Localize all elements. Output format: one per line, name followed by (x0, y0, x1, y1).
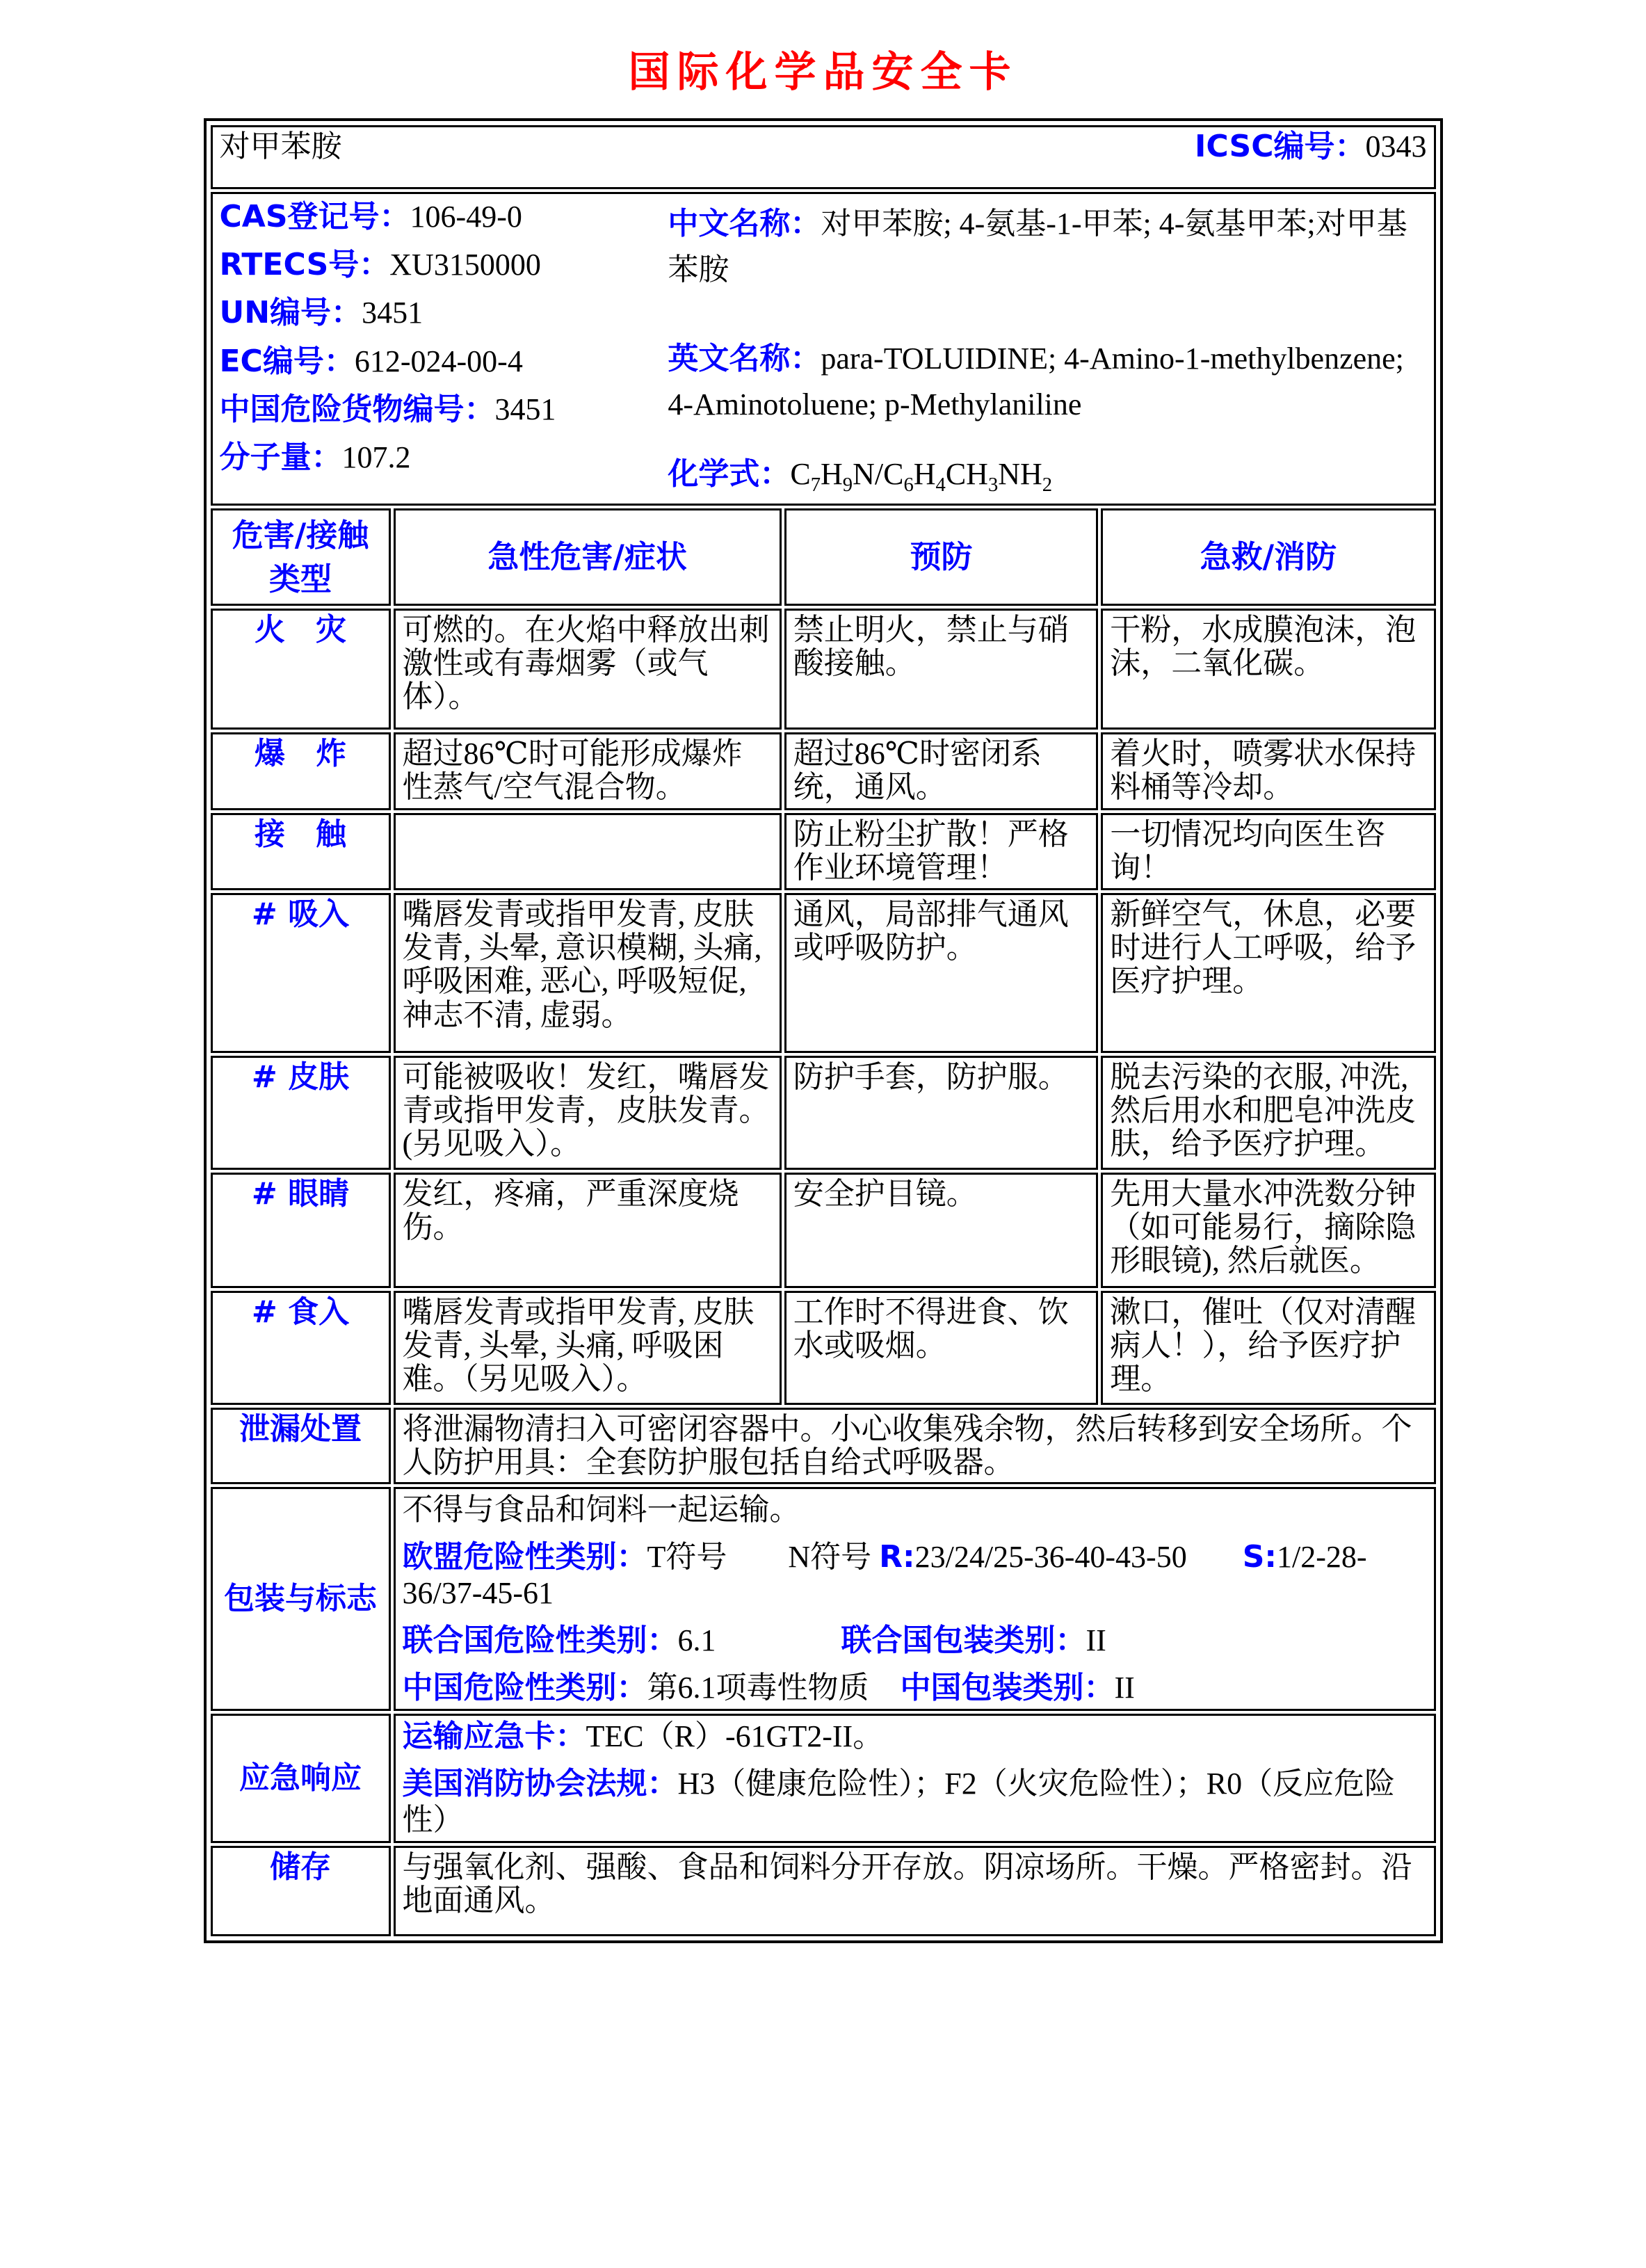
eyes-aid: 先用大量水冲洗数分钟（如可能易行，摘除隐形眼镜), 然后就医。 (1101, 1173, 1435, 1288)
s-phrases-value: 1/2-28-36/37-45-61 (402, 1540, 1367, 1611)
spillage-text: 将泄漏物清扫入可密闭容器中。小心收集残余物，然后转移到安全场所。个人防护用具：全套防护服包括自给式呼吸器。 (394, 1408, 1436, 1485)
formula-sub: 3 (987, 474, 999, 496)
icsc-label: ICSC编号： (1195, 129, 1366, 164)
formula-value (790, 457, 1053, 496)
formula-part: C (790, 457, 811, 491)
header-first-aid: 急救/消防 (1101, 508, 1435, 606)
packaging-eu-line (403, 1539, 1427, 1611)
emergency-label: 应急响应 (211, 1714, 391, 1843)
rtecs-value: XU3150000 (389, 248, 541, 282)
packaging-transport-line (403, 1492, 1427, 1528)
rtecs-label: RTECS号： (219, 247, 390, 283)
packaging-row (211, 1487, 1436, 1711)
hazard-row-fire (211, 609, 1436, 730)
packaging-cn-line (403, 1670, 1427, 1706)
fire-prevention: 禁止明火，禁止与硝酸接触。 (784, 609, 1099, 730)
molecular-weight-line (219, 439, 665, 475)
packaging-content (394, 1487, 1436, 1711)
cas-value: 106-49-0 (410, 200, 522, 234)
tec-value: TEC（R）-61GT2-II。 (586, 1719, 884, 1753)
explosion-symptoms: 超过86℃时可能形成爆炸性蒸气/空气混合物。 (394, 732, 782, 810)
exposure-label: 接 触 (211, 813, 391, 890)
formula-part: N/C (853, 457, 904, 491)
explosion-prevention: 超过86℃时密闭系统，通风。 (784, 732, 1099, 810)
exposure-prevention: 防止粉尘扩散！严格作业环境管理！ (784, 813, 1099, 890)
inhalation-label: # 吸入 (211, 893, 391, 1053)
explosion-aid: 着火时，喷雾状水保持料桶等冷却。 (1101, 732, 1435, 810)
un-class-value: 6.1 (677, 1623, 716, 1658)
fire-symptoms: 可燃的。在火焰中释放出刺激性或有毒烟雾（或气体）。 (394, 609, 782, 730)
hazard-row-inhalation (211, 893, 1436, 1053)
ingestion-prevention: 工作时不得进食、饮水或吸烟。 (784, 1291, 1099, 1405)
rtecs-number-line (220, 249, 665, 281)
hazard-row-ingestion (211, 1291, 1436, 1405)
cn-pack-label: 中国包装类别： (900, 1670, 1115, 1706)
storage-row (211, 1846, 1436, 1936)
english-name-line (668, 336, 1426, 428)
storage-label: 储存 (211, 1846, 391, 1936)
formula-part: NH (998, 457, 1042, 491)
icsc-value: 0343 (1365, 129, 1427, 163)
safety-card (204, 118, 1443, 1943)
packaging-un-line (403, 1623, 1427, 1659)
eu-symbols-value: T符号 N符号 (647, 1540, 880, 1575)
cn-pack-value: II (1114, 1671, 1135, 1705)
page-title: 国际化学品安全卡 (628, 48, 1018, 97)
chinese-name-line (668, 201, 1426, 293)
formula-part: H (821, 457, 843, 491)
cn-class-value: 第6.1项毒性物质 (647, 1671, 869, 1705)
hazard-header-row (211, 508, 1436, 606)
formula-sub: 2 (1042, 474, 1053, 496)
registry-numbers (220, 201, 665, 501)
spillage-row (211, 1408, 1436, 1485)
fire-aid: 干粉，水成膜泡沫，泡沫，二氧化碳。 (1101, 609, 1435, 730)
formula-sub: 4 (935, 474, 946, 496)
eyes-prevention: 安全护目镜。 (784, 1173, 1099, 1288)
formula-line (668, 451, 1426, 501)
un-class-label: 联合国危险性类别： (402, 1623, 678, 1659)
identity-row (211, 192, 1436, 506)
packaging-label: 包装与标志 (211, 1487, 391, 1711)
formula-sub: 9 (842, 474, 853, 496)
china-dg-value: 3451 (494, 392, 556, 426)
cn-class-label: 中国危险性类别： (402, 1670, 647, 1706)
eu-class-label: 欧盟危险性类别： (402, 1539, 647, 1575)
skin-prevention: 防护手套，防护服。 (784, 1056, 1099, 1170)
molecular-weight-value: 107.2 (341, 440, 411, 474)
skin-symptoms: 可能被吸收！发红，嘴唇发青或指甲发青，皮肤发青。(另见吸入）。 (394, 1056, 782, 1170)
hazard-row-eyes (211, 1173, 1436, 1288)
chemical-names (665, 201, 1426, 501)
r-phrases-value: 23/24/25-36-40-43-50 (914, 1540, 1187, 1575)
explosion-label: 爆 炸 (211, 732, 391, 810)
molecular-weight-label: 分子量： (219, 439, 342, 475)
icsc-number (1195, 130, 1426, 163)
s-phrases-label: S: (1242, 1539, 1277, 1575)
spillage-label: 泄漏处置 (211, 1408, 391, 1485)
skin-aid: 脱去污染的衣服, 冲洗, 然后用水和肥皂冲洗皮肤，给予医疗护理。 (1101, 1056, 1435, 1170)
inhalation-symptoms: 嘴唇发青或指甲发青, 皮肤发青, 头晕, 意识模糊, 头痛, 呼吸困难, 恶心, 呼吸短促, 神志不清, 虚弱。 (394, 893, 782, 1053)
formula-sub: 7 (810, 474, 821, 496)
nfpa-label: 美国消防协会法规： (402, 1765, 678, 1801)
substance-header-cell (211, 125, 1436, 189)
fire-label: 火 灾 (211, 609, 391, 730)
un-pack-value: II (1086, 1623, 1106, 1658)
un-value: 3451 (362, 296, 423, 330)
tec-label: 运输应急卡： (402, 1719, 586, 1754)
ingestion-aid: 漱口，催吐（仅对清醒病人！），给予医疗护理。 (1101, 1291, 1435, 1405)
china-dg-label: 中国危险货物编号： (219, 391, 495, 427)
tec-line (403, 1719, 1427, 1755)
chinese-name-value: 对甲苯胺; 4-氨基-1-甲苯; 4-氨基甲苯;对甲基苯胺 (668, 207, 1407, 287)
emergency-row (211, 1714, 1436, 1843)
un-pack-label: 联合国包装类别： (841, 1623, 1086, 1659)
skin-label: # 皮肤 (211, 1056, 391, 1170)
emergency-content (394, 1714, 1436, 1843)
storage-text: 与强氧化剂、强酸、食品和饲料分开存放。阴凉场所。干燥。严格密封。沿地面通风。 (394, 1846, 1436, 1936)
chinese-name-label: 中文名称： (668, 206, 821, 241)
ec-number-line (219, 343, 665, 379)
ec-value: 612-024-00-4 (354, 344, 523, 378)
substance-header-row (211, 125, 1436, 189)
nfpa-value: H3（健康危险性）；F2（火灾危险性）；R0（反应危险性） (402, 1766, 1396, 1837)
nfpa-line (403, 1766, 1427, 1838)
card-table (208, 122, 1439, 1939)
ingestion-label: # 食入 (211, 1291, 391, 1405)
un-label: UN编号： (219, 295, 362, 331)
ec-label: EC编号： (219, 343, 355, 379)
exposure-aid: 一切情况均向医生咨询！ (1101, 813, 1435, 890)
exposure-symptoms (394, 813, 782, 890)
eyes-symptoms: 发红，疼痛，严重深度烧伤。 (394, 1173, 782, 1288)
identity-cell (211, 192, 1436, 506)
hazard-row-exposure (211, 813, 1436, 890)
inhalation-aid: 新鲜空气，休息，必要时进行人工呼吸，给予医疗护理。 (1101, 893, 1435, 1053)
cas-label: CAS登记号： (219, 199, 410, 234)
un-number-line (220, 297, 665, 329)
substance-name: 对甲苯胺 (219, 129, 342, 163)
formula-sub: 6 (903, 474, 914, 496)
inhalation-prevention: 通风，局部排气通风或呼吸防护。 (784, 893, 1099, 1053)
header-prevention: 预防 (784, 508, 1099, 606)
hazard-row-skin (211, 1056, 1436, 1170)
hazard-row-explosion (211, 732, 1436, 810)
formula-label: 化学式： (668, 456, 791, 492)
cas-number-line (220, 201, 665, 233)
packaging-transport-text: 不得与食品和饲料一起运输。 (402, 1493, 800, 1527)
ingestion-symptoms: 嘴唇发青或指甲发青, 皮肤发青, 头晕, 头痛, 呼吸困难。（另见吸入）。 (394, 1291, 782, 1405)
english-name-value: para-TOLUIDINE; 4-Amino-1-methylbenzene; 4-Aminotoluene; p-Methylaniline (668, 341, 1404, 421)
r-phrases-label: R: (879, 1539, 915, 1575)
header-hazard-type: 危害/接触类型 (211, 508, 391, 606)
formula-part: H (913, 457, 936, 491)
header-acute-symptoms: 急性危害/症状 (394, 508, 782, 606)
english-name-label: 英文名称： (668, 341, 821, 376)
eyes-label: # 眼睛 (211, 1173, 391, 1288)
china-dg-number-line (219, 391, 665, 427)
formula-part: CH (945, 457, 988, 491)
